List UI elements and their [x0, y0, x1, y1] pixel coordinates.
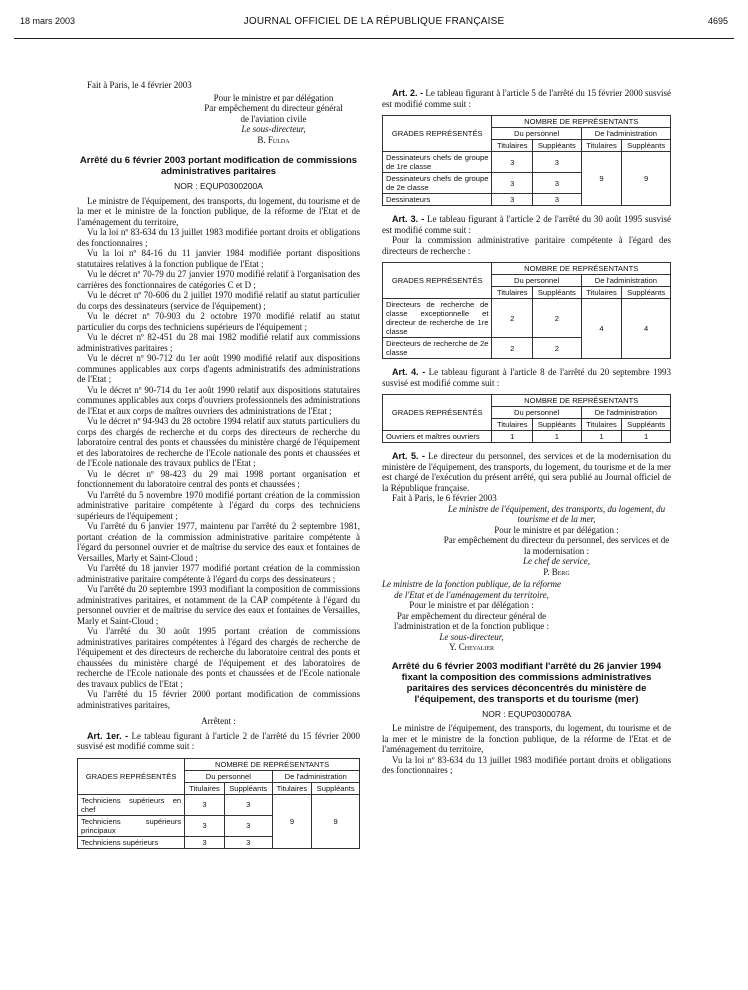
value-cell: 3 — [533, 152, 582, 173]
article-text: Le tableau figurant à l'article 2 de l'arrêté du 15 février 2000 susvisé est modifié comme suit : — [77, 730, 360, 751]
page-header — [14, 8, 734, 39]
visa-paragraph: Vu la loi nº 83-634 du 13 juillet 1983 modifiée portant droits et obligations des fonctionnaires ; — [77, 227, 360, 248]
signature-line: Pour le ministre et par délégation — [213, 92, 334, 103]
article-text: Le tableau figurant à l'article 2 de l'arrêté du 30 août 1995 susvisé est modifié comme suit : — [382, 214, 671, 235]
visa-paragraph: Vu le décret nº 94-943 du 28 octobre 1994 relatif aux statuts particuliers du corps des chargés de recherche et du corps des directeurs de recherche du laboratoire central des ponts et chaussées du ministère chargé de l'équipement et des laboratoires de recherche de l'Ecole nationale des ponts et chaussées et de l'Ecole nationale des travaux publics de l'Etat ; — [77, 416, 360, 468]
table-representants-2 — [382, 115, 671, 206]
col-admin: De l'administration — [272, 770, 359, 782]
col-personnel: Du personnel — [492, 407, 581, 419]
value-cell: 9 — [312, 794, 360, 848]
col-suppleants: Suppléants — [533, 140, 582, 152]
col-personnel: Du personnel — [492, 275, 581, 287]
col-grades: GRADES REPRÉSENTÉS — [383, 263, 492, 299]
article-text: Le directeur du personnel, des services et de la modernisation du ministère de l'équipement, des transports, du logement, du tourisme et de la mer est chargé de l'exécution du présent arrêté, qui sera publié au Journal officiel de la République française. — [382, 451, 671, 493]
journal-title: JOURNAL OFFICIEL DE LA RÉPUBLIQUE FRANÇAISE — [243, 16, 505, 27]
col-admin: De l'administration — [581, 407, 670, 419]
value-cell: 2 — [492, 338, 533, 359]
value-cell: 9 — [581, 152, 622, 206]
fait-a-paris: Fait à Paris, le 6 février 2003 — [392, 493, 497, 503]
visa-paragraph: Vu l'arrêté du 20 septembre 1993 modifiant la composition de commissions administratives paritaires, et notamment de la CAP compétente à l'égard du personnel ouvrier et de maîtrise du service des eaux et fontaines de Versailles, Marly et Saint-Cloud ; — [77, 584, 360, 626]
grade-cell: Directeurs de recherche de classe exceptionnelle et directeur de recherche de 1re classe — [383, 299, 492, 338]
article-4 — [382, 367, 671, 388]
page-number: 4695 — [707, 16, 728, 26]
signature-title: Le chef de service, — [523, 556, 590, 566]
table-row — [383, 152, 671, 173]
signature-line: Par empêchement du directeur général — [204, 103, 343, 113]
nor-reference: NOR : EQUP0300200A — [174, 181, 263, 191]
visa-paragraph: Vu le décret nº 82-451 du 28 mai 1982 modifié relatif aux commissions administratives paritaires ; — [77, 332, 360, 353]
value-cell: 9 — [272, 794, 312, 848]
col-grades: GRADES REPRÉSENTÉS — [78, 758, 185, 794]
col-suppleants: Suppléants — [622, 140, 671, 152]
col-titulaires: Titulaires — [581, 140, 622, 152]
article-1 — [77, 731, 360, 752]
grade-cell: Dessinateurs chefs de groupe de 1re classe — [383, 152, 492, 173]
value-cell: 1 — [492, 431, 533, 443]
table-representants-1 — [77, 758, 360, 849]
visa-paragraph: Vu l'arrêté du 15 février 2000 portant modification de commissions administratives paritaires, — [77, 689, 360, 710]
col-nombre: NOMBRE DE REPRÉSENTANTS — [492, 395, 671, 407]
col-nombre: NOMBRE DE REPRÉSENTANTS — [492, 116, 671, 128]
signature-block — [382, 504, 671, 578]
col-personnel: Du personnel — [185, 770, 272, 782]
col-titulaires: Titulaires — [272, 782, 312, 794]
visa-paragraph: Vu le décret nº 70-903 du 2 octobre 1970 modifié relatif au statut particulier du corps des techniciens supérieurs de l'équipement ; — [77, 311, 360, 332]
article-3 — [382, 214, 671, 235]
value-cell: 2 — [492, 299, 533, 338]
decree-heading: Arrêté du 6 février 2003 portant modification de commissions administratives paritaires — [79, 155, 358, 177]
preamble: Le ministre de l'équipement, des transports, du logement, du tourisme et de la mer et le ministre de la fonction publique, de la réforme de l'Etat et de l'aménagement du territoire, — [382, 723, 671, 754]
signatory-name: B. Fulda — [257, 134, 290, 145]
col-suppleants: Suppléants — [533, 419, 582, 431]
value-cell: 3 — [492, 152, 533, 173]
signature-minister: Le ministre de la fonction publique, de la réforme de l'Etat et de l'aménagement du territoire, — [382, 579, 561, 600]
signature-line: Par empêchement du directeur du personnel, des services et de la modernisation : — [443, 535, 670, 556]
visa-paragraph: Vu le décret nº 90-712 du 1er août 1990 modifié relatif aux dispositions communes applicables aux corps d'agents administratifs des administrations de l'Etat ; — [77, 353, 360, 384]
visa-paragraph: Vu le décret nº 70-79 du 27 janvier 1970 modifié relatif à l'organisation des carrières des fonctionnaires de catégories C et D ; — [77, 269, 360, 290]
value-cell: 3 — [224, 815, 272, 836]
visa-paragraph: Vu le décret nº 70-606 du 2 juillet 1970 modifié relatif au statut particulier du corps des dessinateurs (service de l'équipement) ; — [77, 290, 360, 311]
article-text: Le tableau figurant à l'article 5 de l'arrêté du 15 février 2000 susvisé est modifié comme suit : — [382, 88, 671, 109]
signatory-name: Y. Chevalier — [448, 642, 495, 652]
article-3-subtitle: Pour la commission administrative paritaire compétente à l'égard des directeurs de recherche : — [382, 235, 671, 256]
value-cell: 3 — [533, 194, 582, 206]
visa-paragraph: Vu le décret nº 98-423 du 29 mai 1998 portant organisation et fonctionnement du laboratoire central des ponts et chaussées ; — [77, 468, 360, 489]
signature-line: de l'aviation civile — [240, 113, 307, 124]
signature-line: Pour le ministre et par délégation : — [494, 524, 619, 535]
nor-reference: NOR : EQUP0300078A — [482, 708, 571, 719]
col-titulaires: Titulaires — [492, 419, 533, 431]
article-5 — [382, 451, 671, 493]
table-representants-3 — [382, 262, 671, 359]
signature-title: Le sous-directeur, — [241, 124, 306, 134]
col-titulaires: Titulaires — [581, 287, 622, 299]
visa-paragraphs — [77, 196, 360, 711]
col-nombre: NOMBRE DE REPRÉSENTANTS — [492, 263, 671, 275]
col-suppleants: Suppléants — [312, 782, 360, 794]
value-cell: 3 — [533, 173, 582, 194]
table-row — [78, 794, 360, 815]
right-column — [382, 88, 671, 776]
visa-paragraph: Vu l'arrêté du 6 janvier 1977, maintenu par l'arrêté du 2 septembre 1981, portant création de la commission administrative paritaire compétente à l'égard du personnel ouvrier et de maîtrise du service des eaux et fontaines de Versailles, Marly et Saint-Cloud ; — [77, 521, 360, 563]
col-titulaires: Titulaires — [492, 140, 533, 152]
article-label: Art. 5. - — [392, 451, 425, 461]
value-cell: 3 — [185, 815, 225, 836]
grade-cell: Dessinateurs — [383, 194, 492, 206]
value-cell: 1 — [533, 431, 582, 443]
decree-heading: Arrêté du 6 février 2003 modifiant l'arrêté du 26 janvier 1994 fixant la composition des commissions administratives paritaires des services déconcentrés du ministère de l'équipement, des transports et du tourisme (mer) — [391, 660, 662, 705]
left-column — [77, 80, 360, 857]
col-titulaires: Titulaires — [492, 287, 533, 299]
table-row — [383, 299, 671, 338]
col-titulaires: Titulaires — [185, 782, 225, 794]
signature-line: Pour le ministre et par délégation : — [409, 600, 534, 610]
col-suppleants: Suppléants — [224, 782, 272, 794]
col-admin: De l'administration — [581, 275, 670, 287]
signature-title: Le sous-directeur, — [439, 631, 504, 642]
header-date: 18 mars 2003 — [20, 16, 76, 26]
grade-cell: Techniciens supérieurs en chef — [78, 794, 185, 815]
value-cell: 2 — [533, 299, 582, 338]
article-label: Art. 1er. - — [87, 730, 129, 741]
value-cell: 4 — [581, 299, 622, 359]
grade-cell: Techniciens supérieurs principaux — [78, 815, 185, 836]
visa-paragraph: Vu la loi nº 84-16 du 11 janvier 1984 modifiée portant dispositions statutaires relatives à la fonction publique de l'Etat ; — [77, 248, 360, 269]
visa-paragraph: Vu l'arrêté du 30 août 1995 portant création de commissions administratives paritaires compétentes à l'égard des chargés de recherche de l'équipement et des directeurs de recherche du laboratoire central des ponts et chaussées du ministère chargé de l'équipement et des laboratoires de recherche de l'Ecole nationale des ponts et chaussées et de l'Ecole nationale des travaux publics de l'Etat ; — [77, 626, 360, 689]
visa-paragraph: Vu l'arrêté du 5 novembre 1970 modifié portant création de la commission administrative paritaire compétente à l'égard du corps des techniciens supérieurs de l'équipement ; — [77, 489, 360, 521]
col-personnel: Du personnel — [492, 128, 581, 140]
value-cell: 3 — [185, 794, 225, 815]
value-cell: 9 — [622, 152, 671, 206]
fait-a-paris: Fait à Paris, le 4 février 2003 — [87, 80, 192, 90]
signature-line: Par empêchement du directeur général de l'administration et de la fonction publique : — [393, 610, 550, 631]
col-grades: GRADES REPRÉSENTÉS — [383, 116, 492, 152]
article-label: Art. 3. - — [392, 214, 425, 224]
arretent: Arrêtent : — [201, 716, 236, 726]
col-nombre: NOMBRE DE REPRÉSENTANTS — [185, 758, 360, 770]
value-cell: 2 — [533, 338, 582, 359]
visa-paragraph: Vu l'arrêté du 18 janvier 1977 modifié portant création de la commission administrative paritaire compétente à l'égard du corps des dessinateurs ; — [77, 563, 360, 584]
article-label: Art. 4. - — [392, 367, 426, 377]
article-text: Le tableau figurant à l'article 8 de l'arrêté du 20 septembre 1993 susvisé est modifié comme suit : — [382, 367, 671, 388]
signatory-name: P. Berg — [543, 566, 570, 577]
col-admin: De l'administration — [581, 128, 670, 140]
visa-paragraph: Vu le décret nº 90-714 du 1er août 1990 relatif aux dispositions statutaires communes applicables aux corps d'ouvriers professionnels des administrations de l'Etat et aux corps de maîtres ouvriers des administrations de l'Etat ; — [77, 384, 360, 416]
value-cell: 3 — [185, 836, 225, 848]
value-cell: 3 — [224, 794, 272, 815]
col-suppleants: Suppléants — [622, 287, 671, 299]
grade-cell: Ouvriers et maîtres ouvriers — [383, 431, 492, 443]
signature-block — [382, 579, 671, 653]
col-suppleants: Suppléants — [622, 419, 671, 431]
col-grades: GRADES REPRÉSENTÉS — [383, 395, 492, 431]
value-cell: 3 — [492, 173, 533, 194]
col-suppleants: Suppléants — [533, 287, 582, 299]
visa-paragraph: Vu la loi nº 83-634 du 13 juillet 1983 modifiée portant droits et obligations des fonctionnaires ; — [382, 754, 671, 775]
value-cell: 1 — [581, 431, 622, 443]
signature-block — [77, 93, 360, 146]
grade-cell: Directeurs de recherche de 2e classe — [383, 338, 492, 359]
table-representants-4 — [382, 394, 671, 443]
value-cell: 4 — [622, 299, 671, 359]
value-cell: 1 — [622, 431, 671, 443]
value-cell: 3 — [224, 836, 272, 848]
value-cell: 3 — [492, 194, 533, 206]
signature-minister: Le ministre de l'équipement, des transports, du logement, du tourisme et de la mer, — [447, 503, 666, 524]
visa-paragraph: Le ministre de l'équipement, des transports, du logement, du tourisme et de la mer et le ministre de la fonction publique, de la réforme de l'Etat et de l'aménagement du territoire, — [77, 195, 360, 227]
grade-cell: Techniciens supérieurs — [78, 836, 185, 848]
col-titulaires: Titulaires — [581, 419, 622, 431]
article-2 — [382, 88, 671, 109]
grade-cell: Dessinateurs chefs de groupe de 2e classe — [383, 173, 492, 194]
article-label: Art. 2. - — [392, 88, 424, 98]
table-row — [383, 431, 671, 443]
